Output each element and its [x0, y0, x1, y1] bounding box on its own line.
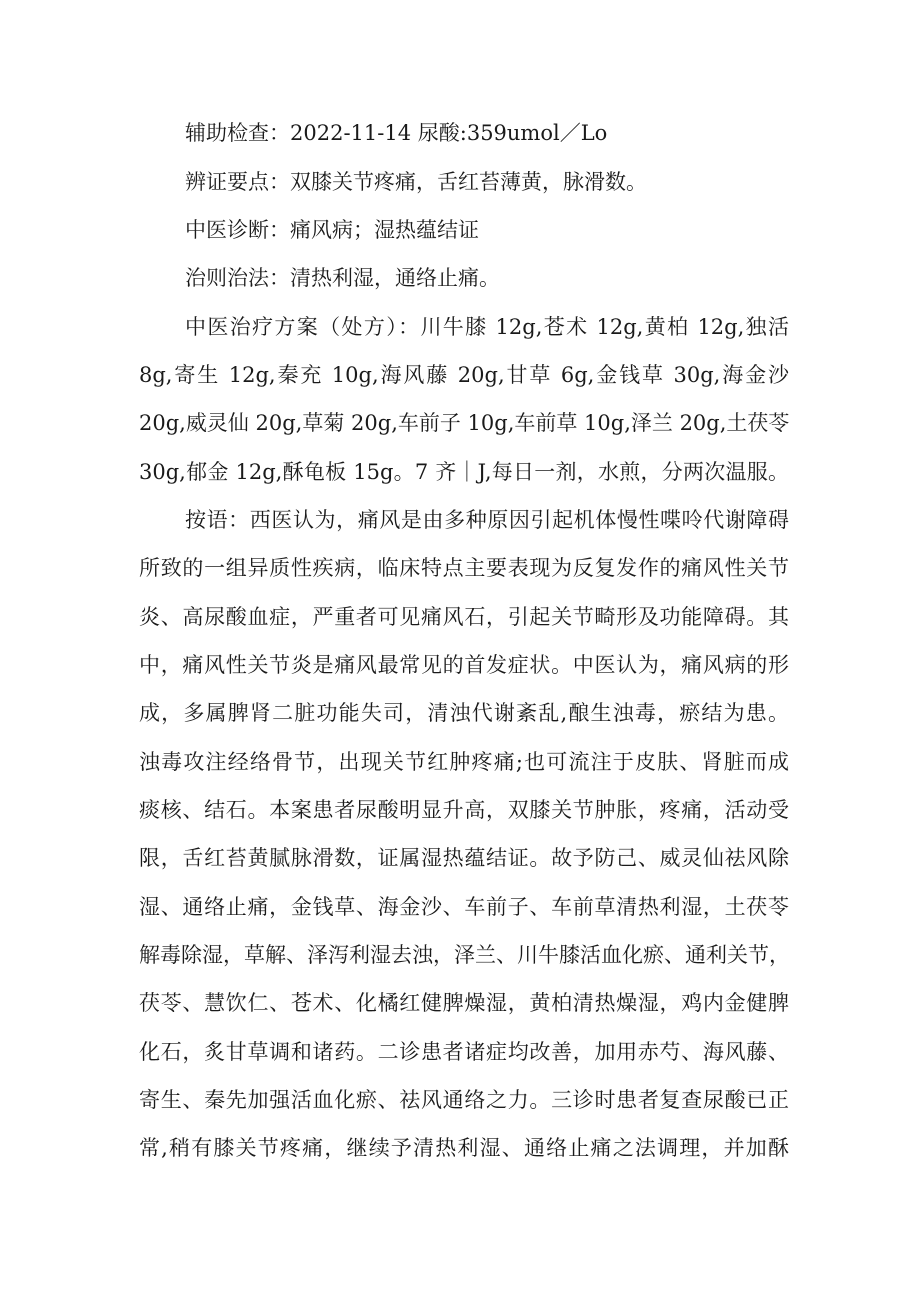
- commentary-line: 常,稍有膝关节疼痛，继续予清热利湿、通络止痛之法调理，并加酥: [139, 1136, 789, 1160]
- commentary-line: 限，舌红苔黄腻脉滑数，证属湿热蕴结证。故予防己、威灵仙祛风除: [139, 846, 789, 870]
- auxiliary-exam-line: 辅助检查：2022-11-14 尿酸:359umol／Lo: [185, 121, 608, 145]
- commentary-line: 所致的一组异质性疾病，临床特点主要表现为反复发作的痛风性关节: [139, 556, 789, 580]
- commentary-line: 按语：西医认为，痛风是由多种原因引起机体慢性喋呤代谢障碍: [185, 508, 789, 532]
- treatment-principle-line: 治则治法：清热利湿，通络止痛。: [185, 266, 500, 290]
- commentary-line: 浊毒攻注经络骨节，出现关节红肿疼痛;也可流注于皮肤、肾脏而成: [139, 750, 789, 774]
- commentary-line: 寄生、秦先加强活血化瘀、祛风通络之力。三诊时患者复查尿酸已正: [139, 1088, 789, 1112]
- commentary-line: 解毒除湿，草解、泽泻利湿去浊，泽兰、川牛膝活血化瘀、通利关节，: [139, 943, 790, 967]
- commentary-line: 湿、通络止痛，金钱草、海金沙、车前子、车前草清热利湿，土茯苓: [139, 895, 789, 919]
- commentary-line: 成，多属脾肾二脏功能失司，清浊代谢紊乱,酿生浊毒，瘀结为患。: [139, 701, 789, 725]
- commentary-line: 茯苓、慧饮仁、苍术、化橘红健脾燥湿，黄柏清热燥湿，鸡内金健脾: [139, 991, 789, 1015]
- tcm-diagnosis-line: 中医诊断：痛风病；湿热蕴结证: [185, 218, 479, 242]
- prescription-line: 8g,寄生 12g,秦充 10g,海风藤 20g,甘草 6g,金钱草 30g,海金沙: [139, 363, 789, 387]
- commentary-line: 中，痛风性关节炎是痛风最常见的首发症状。中医认为，痛风病的形: [139, 653, 789, 677]
- commentary-line: 化石，炙甘草调和诸药。二诊患者诸症均改善，加用赤芍、海风藤、: [139, 1040, 789, 1064]
- commentary-line: 痰核、结石。本案患者尿酸明显升高，双膝关节肿胀，疼痛，活动受: [139, 798, 789, 822]
- syndrome-points-line: 辨证要点：双膝关节疼痛，舌红苔薄黄，脉滑数。: [185, 170, 647, 194]
- prescription-line: 中医治疗方案（处方）：川牛膝 12g,苍术 12g,黄柏 12g,独活: [185, 315, 789, 339]
- prescription-line: 20g,威灵仙 20g,草菊 20g,车前子 10g,车前草 10g,泽兰 20g,土茯苓: [139, 411, 790, 435]
- prescription-line: 30g,郁金 12g,酥龟板 15g。7 齐｜J,每日一剂，水煎，分两次温服。: [139, 460, 789, 484]
- commentary-line: 炎、高尿酸血症，严重者可见痛风石，引起关节畸形及功能障碍。其: [139, 605, 789, 629]
